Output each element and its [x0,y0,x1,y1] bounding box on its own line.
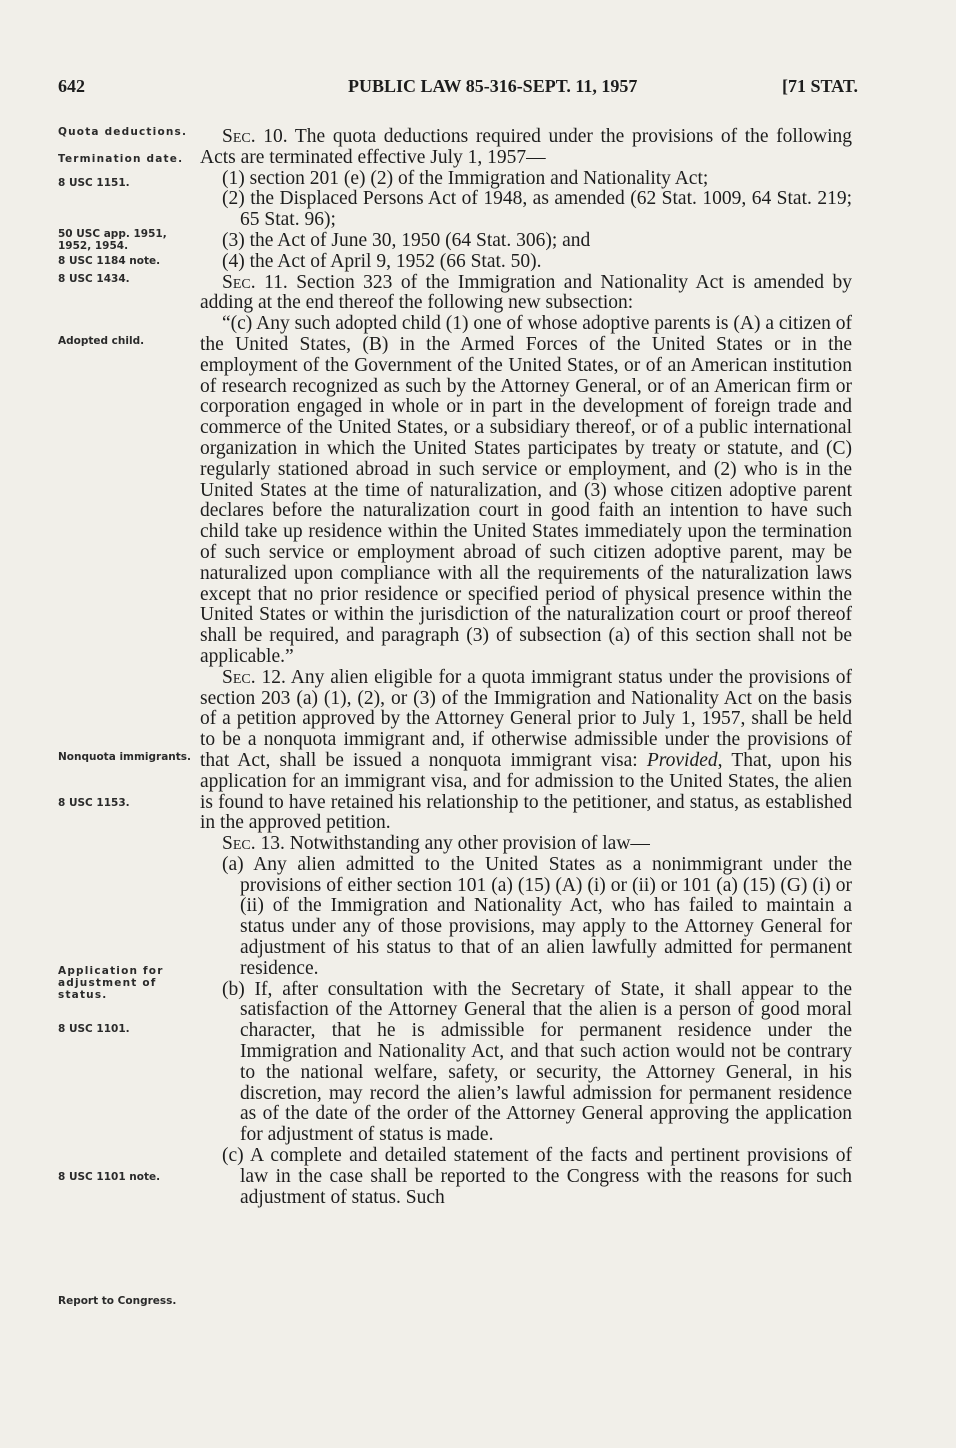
margin-note-nonquota-immigrants: Nonquota immigrants. [58,751,192,763]
provided-term: Provided [646,749,718,771]
section-10-item-3: (3) the Act of June 30, 1950 (64 Stat. 306); and [222,229,591,251]
section-13-paragraph: Sec. 13. Notwithstanding any other provision of law— [222,833,650,855]
statute-reference: [71 STAT. [781,76,858,96]
section-11-label: Sec. 11. [222,271,288,293]
margin-note-quota-deductions: Quota deductions. [58,126,188,138]
margin-note-adopted-child: Adopted child. [58,335,145,347]
statute-body [200,127,852,1208]
section-13-subsection-b: (b) If, after consultation with the Secretary of State, it shall appear to the satisfaction of the Attorney General that the alien is a person of good moral character, that he is admissible for permanent residence under the Immigration and Nationality Act, and that such action would not be contrary to the national welfare, safety, or security, the Attorney General, in his discretion, may record the alien’s lawful admission for permanent residence as of the date of the order of the Attorney General approving the application for adjustment of status is made. [222,978,852,1146]
margin-note-report-to-congress: Report to Congress. [58,1295,177,1307]
section-13-subsection-c: (c) A complete and detailed statement of the facts and pertinent provisions of law in the case shall be reported to the Congress with the reasons for such adjustment of status. Such [222,1145,852,1208]
page-header [58,76,858,102]
section-10-item-4: (4) the Act of April 9, 1952 (66 Stat. 50). [222,250,542,272]
margin-note-usc-1151: 8 USC 1151. [58,177,130,189]
margin-note-usc-app: 50 USC app. 1951, 1952, 1954. [58,228,167,252]
section-11-subsection-c: “(c) Any such adopted child (1) one of whose adoptive parents is (A) a citizen of the United States, (B) in the Armed Forces of the United States or in the employment of the Government of the United States, or of an American institution of research recognized as such by the Attorney General, or of an American firm or corporation engaged in whole or in part in the development of foreign trade and commerce of the United States, or a subsidiary thereof, or of a public international organization in which the United States participates by treaty or statute, and (C) regularly stationed abroad in such service or employment, and (2) who is in the United States at the time of naturalization, and (3) whose citizen adoptive parent declares before the naturalization court in good faith an intention to have such child take up residence within the United States immediately upon the termination of such service or employment abroad of such citizen adoptive parent, may be naturalized upon compliance with all the requirements of the naturalization laws except that no prior residence or specified period of physical presence within the United States or within the jurisdiction of the naturalization court or proof thereof shall be required, and paragraph (3) of subsection (a) of this section shall not be applicable.” [200,313,852,667]
section-11-paragraph: Sec. 11. Section 323 of the Immigration and Nationality Act is amended by adding at the end thereof the following new subsection: [200,271,852,314]
margin-note-usc-1101: 8 USC 1101. [58,1023,130,1035]
margin-note-usc-1153: 8 USC 1153. [58,797,130,809]
section-13-subsection-a: (a) Any alien admitted to the United States as a nonimmigrant under the provisions of either section 101 (a) (15) (A) (i) or (ii) or 101 (a) (15) (G) (i) or (ii) of the Immigration and Nationality Act, who has failed to maintain a status under any of those provisions, may apply to the Attorney General for adjustment of his status to that of an alien lawfully admitted for permanent residence. [222,853,852,979]
margin-note-usc-1434: 8 USC 1434. [58,273,130,285]
section-10-label: Sec. 10. [222,126,288,147]
section-12-label: Sec. 12. [222,666,286,688]
margin-note-usc-1101-note: 8 USC 1101 note. [58,1171,161,1183]
margin-note-adjustment-of-status: Application for adjustment of status. [58,965,164,1001]
section-13-label: Sec. 13. [222,833,285,855]
section-10-item-1: (1) section 201 (e) (2) of the Immigration and Nationality Act; [222,167,709,189]
margin-note-usc-1184-note: 8 USC 1184 note. [58,255,161,267]
running-title: PUBLIC LAW 85-316-SEPT. 11, 1957 [348,76,638,96]
page-number: 642 [58,76,85,96]
margin-note-termination-date: Termination date. [58,153,184,165]
section-12-paragraph: Sec. 12. Any alien eligible for a quota immigrant status under the provisions of section 203 (a) (1), (2), or (3) of the Immigration and Nationality Act on the basis of a petition approved by the Attorney General prior to July 1, 1957, shall be held to be a nonquota immigrant and, if otherwise admissible under the provisions of that Act, shall be issued a nonquota immigrant visa: Provided, That, upon his application for an immigrant visa, and for admission to the United States, the alien is found to have retained his relationship to the petitioner, and status, as established in the approved petition. [200,666,852,834]
section-10-item-2: (2) the Displaced Persons Act of 1948, as amended (62 Stat. 1009, 64 Stat. 219; 65 Stat. 96); [222,188,852,231]
section-10-paragraph: Sec. 10. The quota deductions required under the provisions of the following Acts are terminated effective July 1, 1957— [200,126,852,168]
